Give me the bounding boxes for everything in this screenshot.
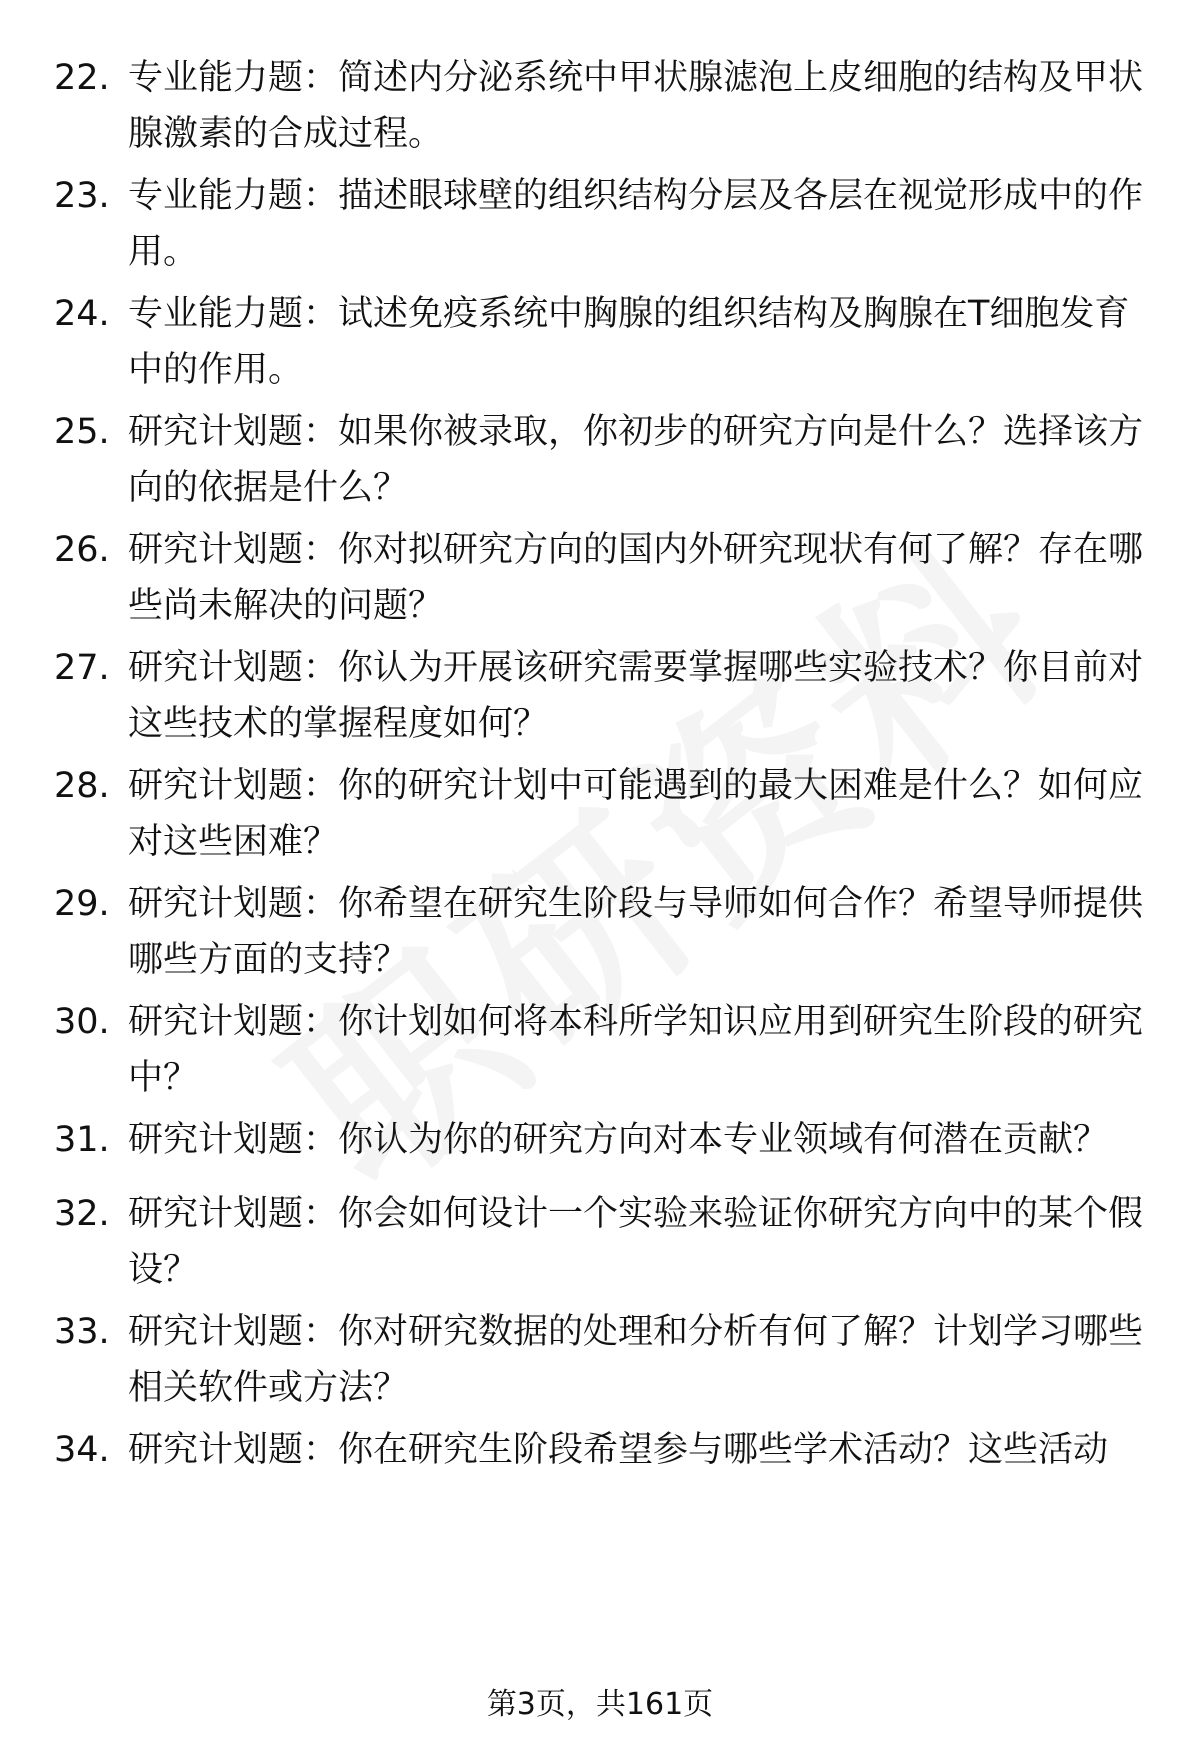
question-number: 29.	[54, 884, 110, 924]
question-item	[0, 522, 1200, 632]
question-text: 研究计划题：如果你被录取，你初步的研究方向是什么？选择该方向的依据是什么？	[128, 412, 1144, 508]
question-number: 23.	[54, 176, 110, 216]
question-item	[0, 168, 1200, 278]
question-number: 31.	[54, 1120, 110, 1160]
question-number: 28.	[54, 766, 110, 806]
question-number: 22.	[54, 58, 110, 98]
question-text: 研究计划题：你对研究数据的处理和分析有何了解？计划学习哪些相关软件或方法？	[128, 1312, 1144, 1408]
question-item	[0, 286, 1200, 396]
question-text: 研究计划题：你的研究计划中可能遇到的最大困难是什么？如何应对这些困难？	[128, 766, 1144, 862]
question-number: 27.	[54, 648, 110, 688]
question-text: 专业能力题：描述眼球壁的组织结构分层及各层在视觉形成中的作用。	[128, 176, 1144, 272]
question-number: 26.	[54, 530, 110, 570]
question-number: 30.	[54, 1002, 110, 1042]
question-item	[0, 640, 1200, 750]
question-text: 研究计划题：你会如何设计一个实验来验证你研究方向中的某个假设？	[128, 1194, 1144, 1290]
question-text: 研究计划题：你计划如何将本科所学知识应用到研究生阶段的研究中？	[128, 1002, 1144, 1098]
question-number: 32.	[54, 1194, 110, 1234]
question-item	[0, 1422, 1200, 1532]
question-text: 专业能力题：简述内分泌系统中甲状腺滤泡上皮细胞的结构及甲状腺激素的合成过程。	[128, 58, 1144, 154]
question-item	[0, 758, 1200, 868]
question-number: 33.	[54, 1312, 110, 1352]
page-footer: 第3页，共161页	[486, 1687, 714, 1722]
question-item	[0, 876, 1200, 986]
question-text: 研究计划题：你认为你的研究方向对本专业领域有何潜在贡献？	[128, 1120, 1109, 1160]
question-number: 25.	[54, 412, 110, 452]
question-text: 研究计划题：你对拟研究方向的国内外研究现状有何了解？存在哪些尚未解决的问题？	[128, 530, 1144, 626]
question-item	[0, 994, 1200, 1104]
question-text: 专业能力题：试述免疫系统中胸腺的组织结构及胸腺在T细胞发育中的作用。	[128, 294, 1130, 390]
question-item	[0, 50, 1200, 160]
question-number: 24.	[54, 294, 110, 334]
question-text: 研究计划题：你在研究生阶段希望参与哪些学术活动？这些活动	[128, 1430, 1109, 1470]
question-text: 研究计划题：你认为开展该研究需要掌握哪些实验技术？你目前对这些技术的掌握程度如何？	[128, 648, 1144, 744]
question-item	[0, 404, 1200, 514]
question-item	[0, 1304, 1200, 1414]
question-text: 研究计划题：你希望在研究生阶段与导师如何合作？希望导师提供哪些方面的支持？	[128, 884, 1144, 980]
question-number: 34.	[54, 1430, 110, 1470]
question-item	[0, 1186, 1200, 1296]
